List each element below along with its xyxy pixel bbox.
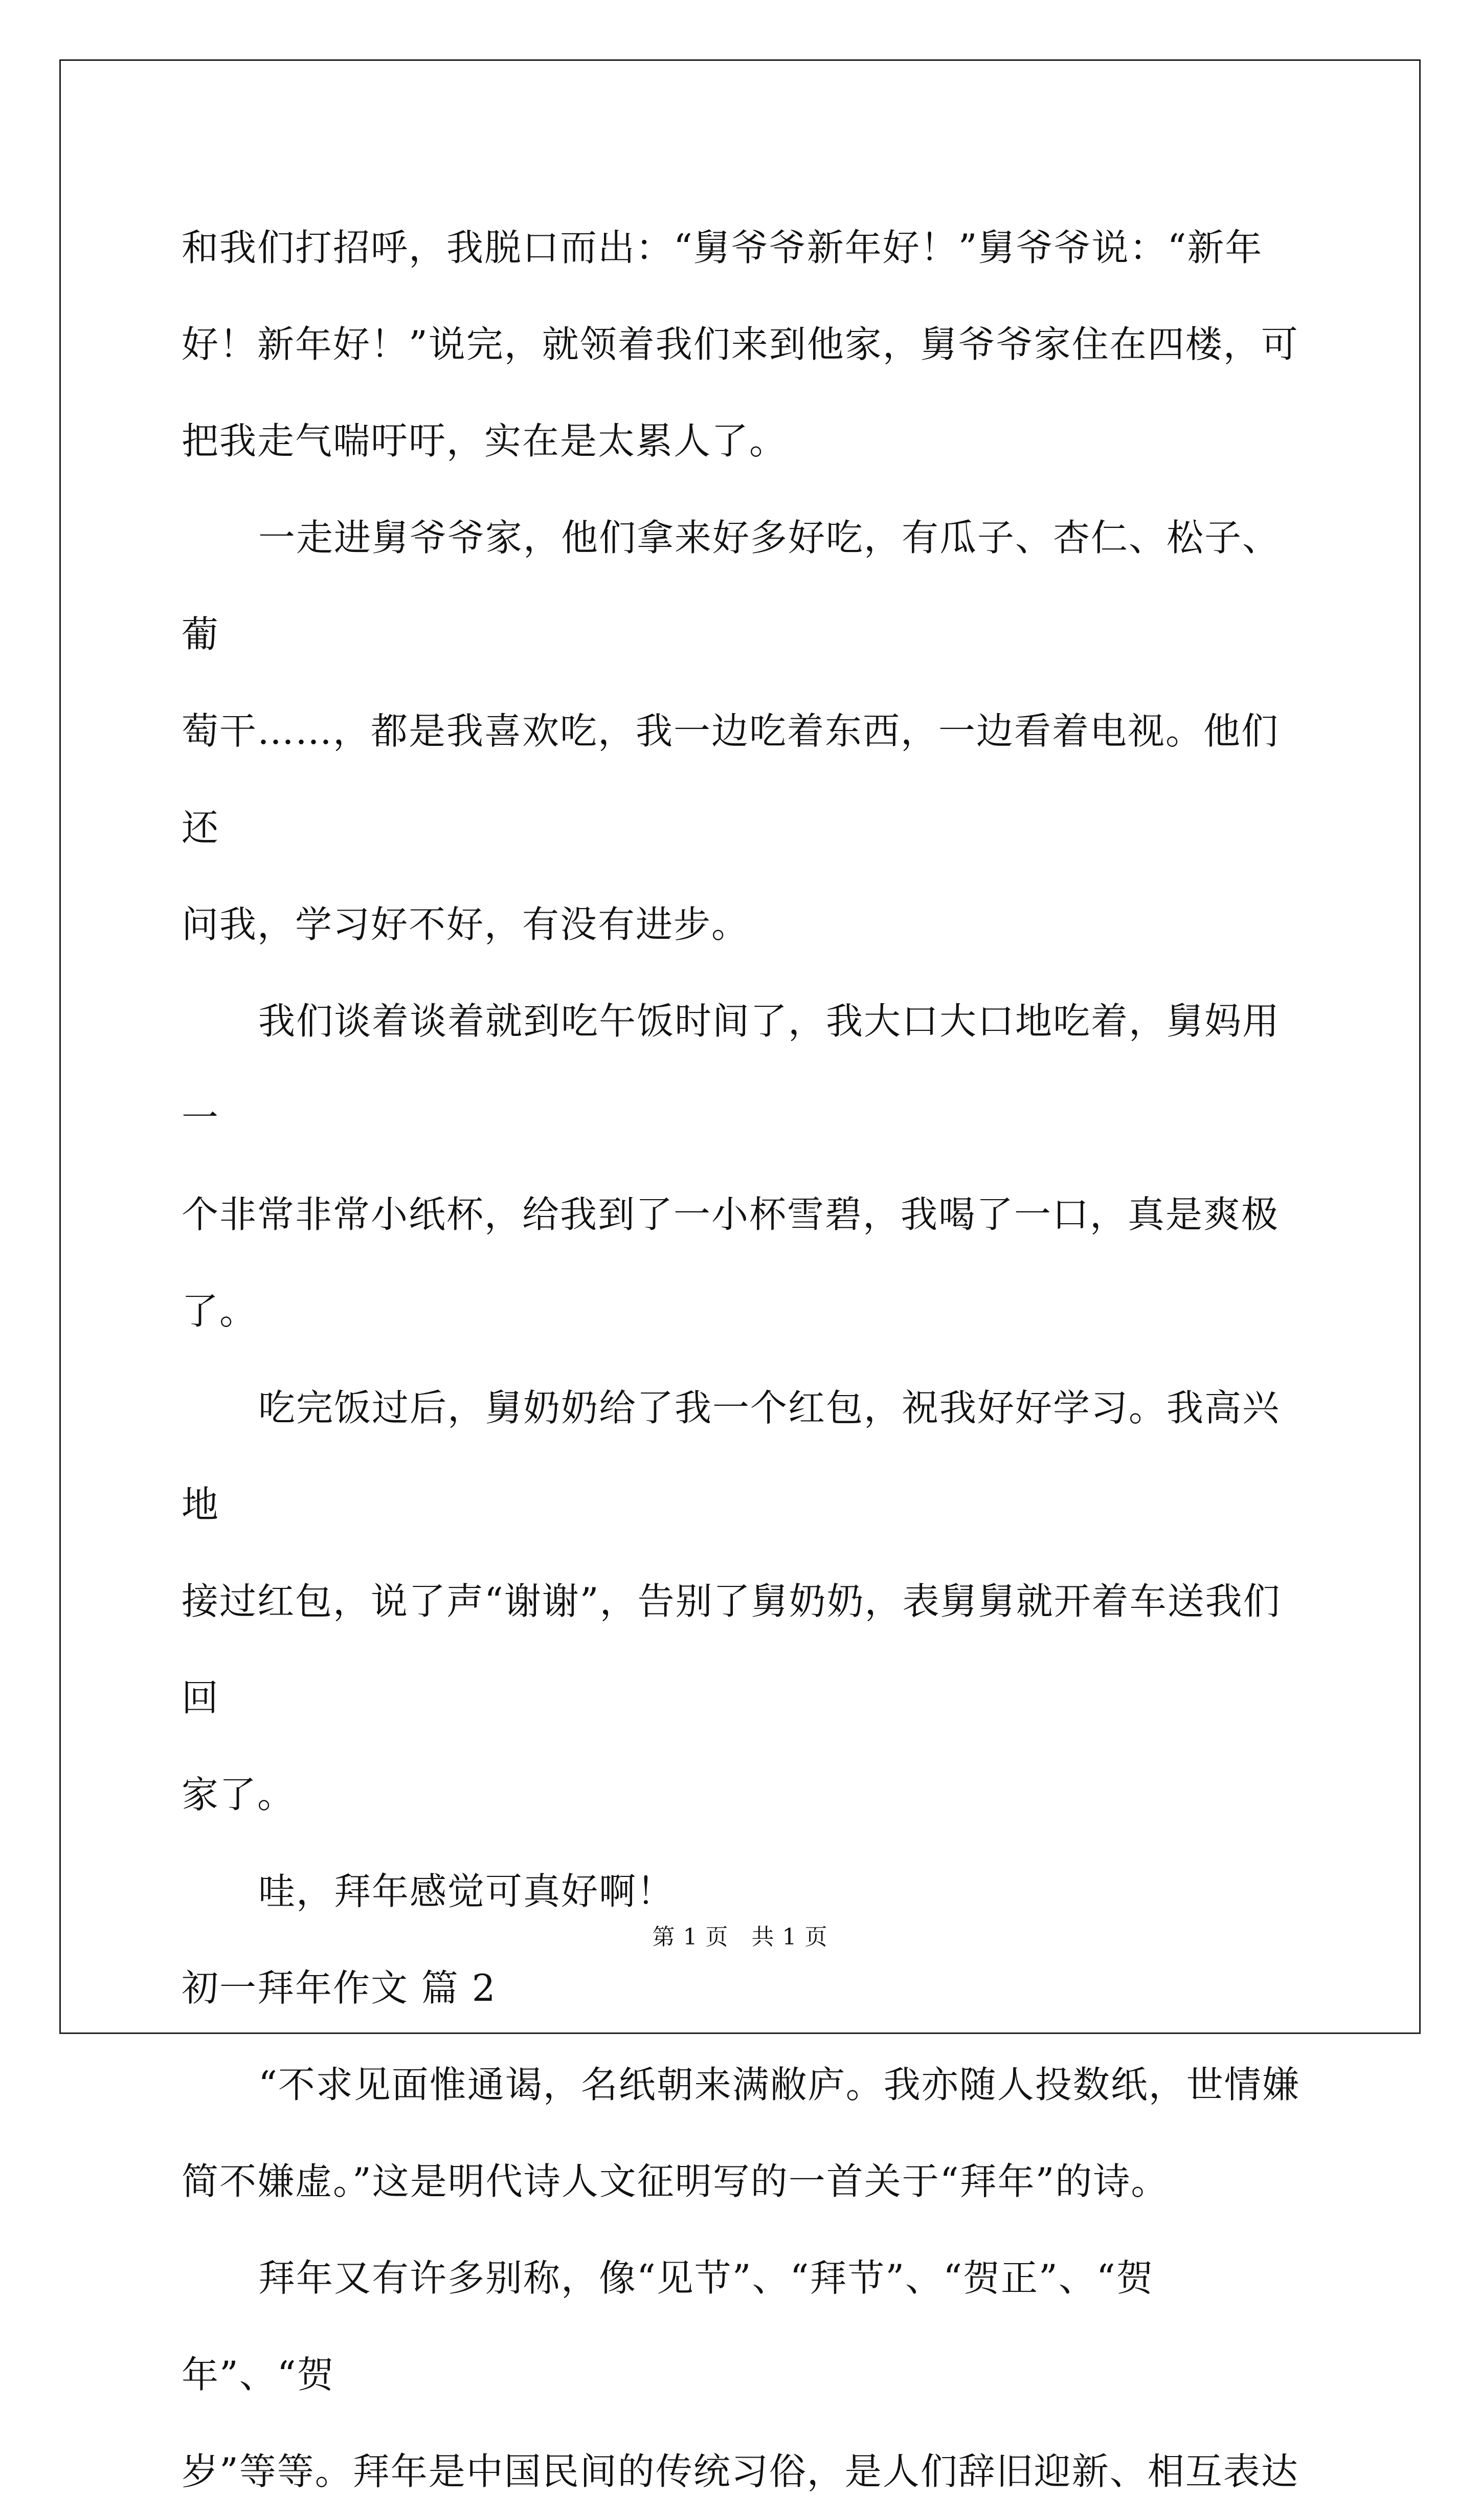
text-line-5: 萄干……，都是我喜欢吃，我一边吃着东西，一边看着电视。他们还 <box>182 710 1280 849</box>
text-line-11: 家了。 <box>182 1773 296 1816</box>
text-line-15: 简不嫌虚。”这是明代诗人文征明写的一首关于“拜年”的诗。 <box>182 2160 1169 2203</box>
text-line-9: 吃完饭过后，舅奶奶给了我一个红包，祝我好好学习。我高兴地 <box>182 1386 1281 1526</box>
text-line-10: 接过红包，说了声“谢谢”，告别了舅奶奶，表舅舅就开着车送我们回 <box>182 1580 1281 1719</box>
text-line-14: “不求见面惟通谒，名纸朝来满敝庐。我亦随人投数纸，世情嫌 <box>258 2063 1300 2106</box>
document-body <box>182 200 1302 2520</box>
page-footer: 第 1 页 共 1 页 <box>652 1924 828 1950</box>
text-line-17: 岁”等等。拜年是中国民间的传统习俗，是人们辞旧迎新、相互表达 <box>182 2450 1299 2493</box>
text-line-7: 我们谈着谈着就到吃午饭时间了，我大口大口地吃着，舅妈用一 <box>182 1000 1281 1139</box>
text-line-1: 和我们打招呼，我脱口而出：“舅爷爷新年好！”舅爷爷说：“新年 <box>182 226 1263 269</box>
text-line-6: 问我，学习好不好，有没有进步。 <box>182 903 750 946</box>
text-line-12: 哇，拜年感觉可真好啊！ <box>258 1870 675 1913</box>
text-line-4: 一走进舅爷爷家，他们拿来好多好吃，有瓜子、杏仁、松子、葡 <box>182 516 1281 656</box>
text-line-16: 拜年又有许多别称，像“见节”、“拜节”、“贺正”、“贺年”、“贺 <box>182 2257 1154 2396</box>
text-line-3: 把我走气喘吁吁，实在是太累人了。 <box>182 419 788 462</box>
text-line-2: 好！新年好！”说完，就领着我们来到他家，舅爷爷家住在四楼，可 <box>182 323 1299 366</box>
section-heading: 初一拜年作文 篇 2 <box>182 1966 497 2009</box>
text-line-8: 个非常非常小纸杯，给我到了一小杯雪碧，我喝了一口，真是爽极了。 <box>182 1193 1280 1333</box>
